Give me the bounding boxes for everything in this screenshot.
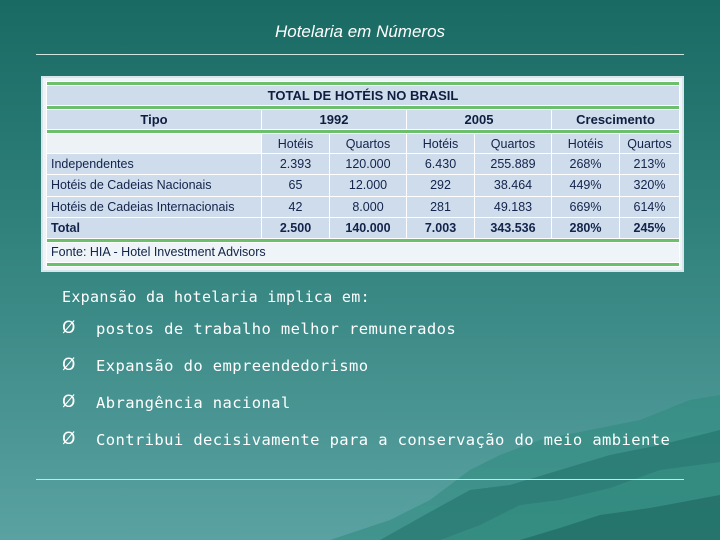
top-divider	[36, 54, 684, 55]
list-item	[62, 394, 682, 412]
subheader-cell: Hotéis	[262, 134, 330, 154]
cell: 49.183	[475, 196, 552, 217]
cell: 42	[262, 196, 330, 217]
cell: 140.000	[330, 217, 407, 238]
cell: 213%	[620, 154, 680, 175]
cell: 245%	[620, 217, 680, 238]
arrow-bullet-icon: Ø	[62, 318, 76, 338]
list-item	[62, 357, 682, 375]
cell: 669%	[552, 196, 620, 217]
hotel-table-frame	[41, 76, 684, 272]
list-item	[62, 431, 682, 449]
cell: 614%	[620, 196, 680, 217]
table-row-total	[47, 217, 680, 238]
cell: 65	[262, 175, 330, 196]
cell: 268%	[552, 154, 620, 175]
table-row	[47, 175, 680, 196]
subheader-cell: Quartos	[475, 134, 552, 154]
cell: 292	[407, 175, 475, 196]
header-1992: 1992	[262, 110, 407, 130]
header-tipo: Tipo	[47, 110, 262, 130]
slide-title: Hotelaria em Números	[274, 22, 446, 41]
table-row	[47, 154, 680, 175]
list-item	[62, 320, 682, 338]
cell: 343.536	[475, 217, 552, 238]
cell: 255.889	[475, 154, 552, 175]
cell: 12.000	[330, 175, 407, 196]
subheader-cell: Quartos	[330, 134, 407, 154]
bullet-text: Contribui decisivamente para a conservação do meio ambiente	[96, 431, 671, 449]
subheader-cell: Quartos	[620, 134, 680, 154]
row-label: Hotéis de Cadeias Nacionais	[47, 175, 262, 196]
hotel-totals-table	[46, 81, 680, 267]
bullet-list	[62, 320, 682, 449]
arrow-bullet-icon: Ø	[62, 429, 76, 449]
arrow-bullet-icon: Ø	[62, 392, 76, 412]
subheader-blank	[47, 134, 262, 154]
cell: 38.464	[475, 175, 552, 196]
header-2005: 2005	[407, 110, 552, 130]
row-label: Independentes	[47, 154, 262, 175]
cell: 7.003	[407, 217, 475, 238]
bullet-text: postos de trabalho melhor remunerados	[96, 320, 457, 338]
cell: 120.000	[330, 154, 407, 175]
table-title: TOTAL DE HOTÉIS NO BRASIL	[47, 86, 680, 106]
row-label: Hotéis de Cadeias Internacionais	[47, 196, 262, 217]
cell: 2.393	[262, 154, 330, 175]
header-crescimento: Crescimento	[552, 110, 680, 130]
lead-text: Expansão da hotelaria implica em:	[62, 288, 370, 306]
bullet-text: Expansão do empreendedorismo	[96, 357, 369, 375]
cell: 280%	[552, 217, 620, 238]
cell: 449%	[552, 175, 620, 196]
bullet-text: Abrangência nacional	[96, 394, 291, 412]
subheader-cell: Hotéis	[552, 134, 620, 154]
body-text	[62, 288, 682, 468]
bottom-divider	[36, 479, 684, 480]
cell: 6.430	[407, 154, 475, 175]
table-source: Fonte: HIA - Hotel Investment Advisors	[47, 242, 680, 262]
row-label: Total	[47, 217, 262, 238]
table-row	[47, 196, 680, 217]
cell: 2.500	[262, 217, 330, 238]
cell: 281	[407, 196, 475, 217]
cell: 320%	[620, 175, 680, 196]
cell: 8.000	[330, 196, 407, 217]
subheader-cell: Hotéis	[407, 134, 475, 154]
arrow-bullet-icon: Ø	[62, 355, 76, 375]
